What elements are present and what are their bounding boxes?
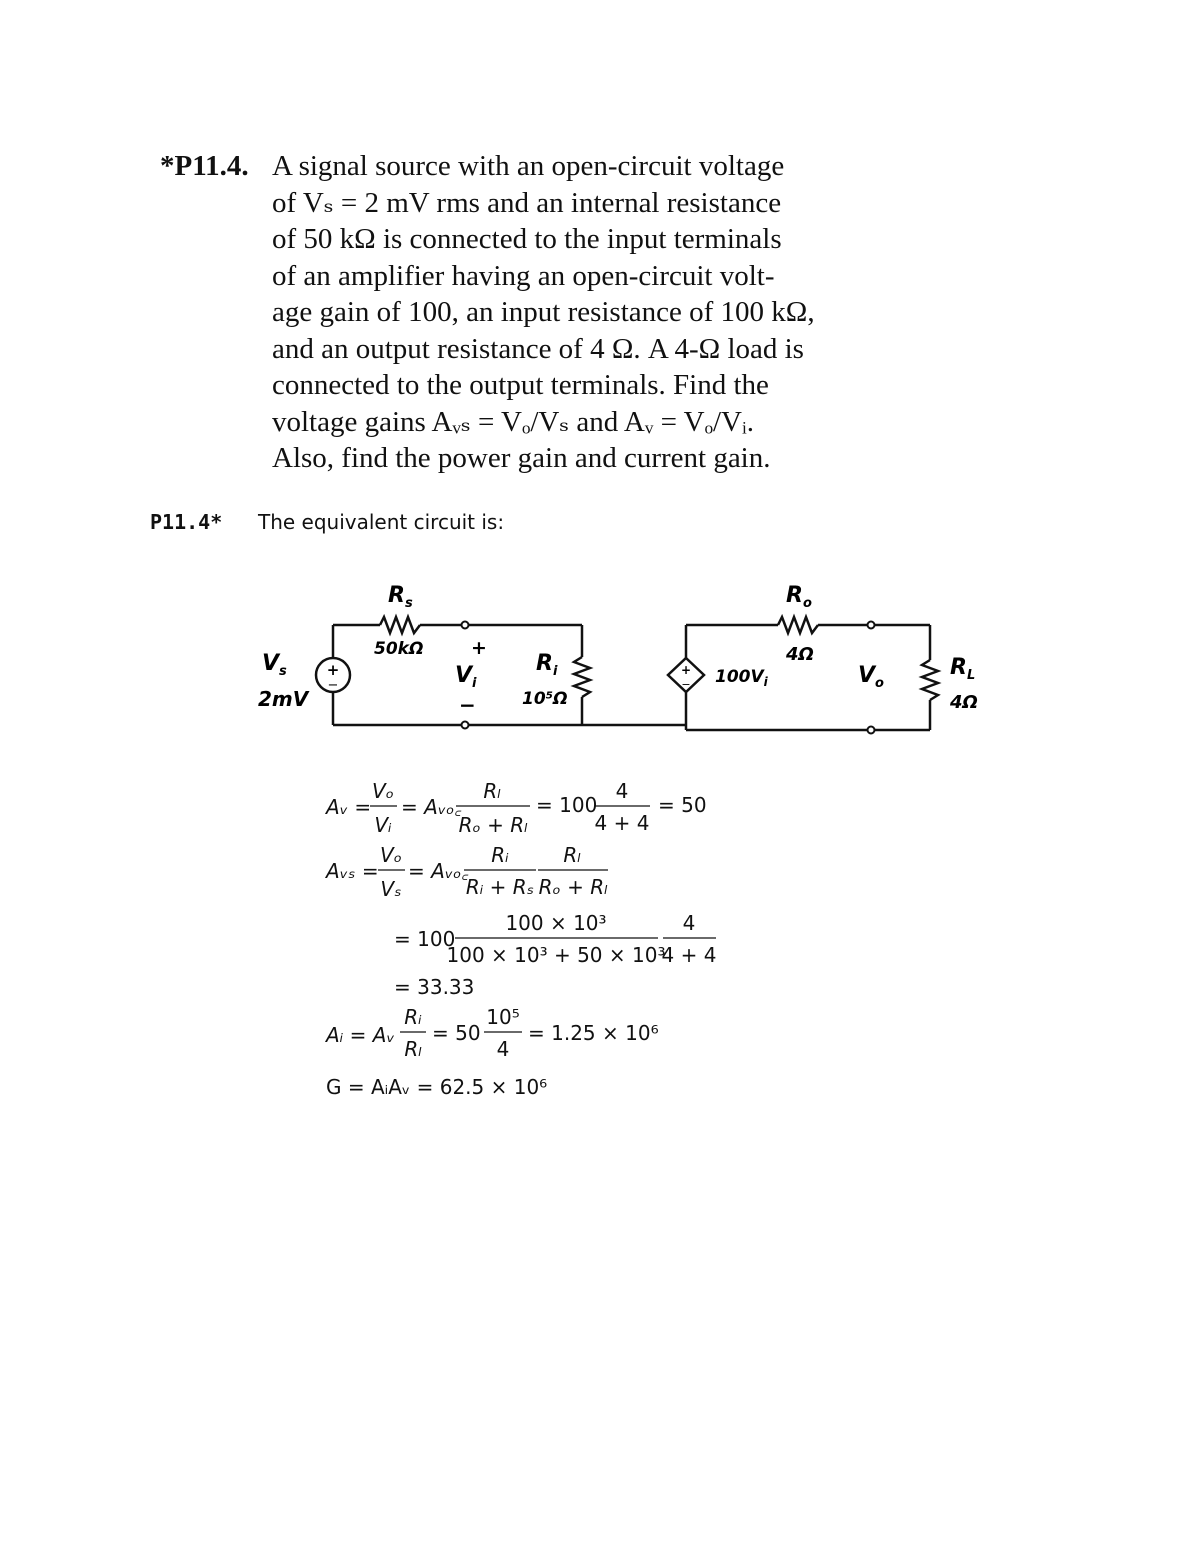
ai-lhs: Aᵢ = Aᵥ <box>326 1023 395 1047</box>
problem-line: and an output resistance of 4 Ω. A 4-Ω load is <box>272 332 804 365</box>
vo-label: $V_o$ <box>858 663 884 691</box>
solution-number: P11.4* <box>150 510 223 534</box>
avs-frac5-den: 4 + 4 <box>661 943 717 967</box>
av-frac3-num: 4 <box>615 779 629 803</box>
avs-frac1-num: Vₒ <box>380 843 402 867</box>
avs-frac3-num: Rₗ <box>563 843 581 867</box>
problem-line: of Vₛ = 2 mV rms and an internal resistance <box>272 186 782 219</box>
source-minus: − <box>327 678 339 693</box>
solution-equations <box>0 760 1200 1110</box>
problem-line: age gain of 100, an input resistance of 100 kΩ, <box>272 296 815 328</box>
ai-frac2-den: 4 <box>496 1037 510 1061</box>
av-frac3-den: 4 + 4 <box>594 811 650 835</box>
rl-label: $R_L$ <box>950 655 976 683</box>
av-eq2: = 100 <box>536 793 598 817</box>
av-eq1: = Aᵥₒ꜀ <box>401 795 462 819</box>
av-result: = 50 <box>658 793 707 817</box>
dep-source-plus: + <box>680 663 692 677</box>
vi-minus: − <box>459 693 476 717</box>
avs-lhs: Aᵥₛ = <box>326 859 379 883</box>
av-lhs: Aᵥ = <box>326 795 372 819</box>
ro-value: 4Ω <box>786 644 814 665</box>
problem-line: connected to the output terminals. Find the <box>272 369 769 401</box>
avs-frac2-num: Rᵢ <box>491 843 509 867</box>
vi-label: $V_i$ <box>455 663 477 691</box>
source-value: 2mV <box>258 687 309 711</box>
av-frac2-den: Rₒ + Rₗ <box>458 813 528 837</box>
equivalent-circuit <box>0 570 1200 740</box>
av-frac1-den: Vᵢ <box>374 813 392 837</box>
problem-line: voltage gains Aᵥₛ = Vₒ/Vₛ and Aᵥ = Vₒ/Vᵢ. <box>272 405 754 438</box>
ai-frac1-den: Rₗ <box>404 1037 422 1061</box>
ai-frac1-num: Rᵢ <box>404 1005 422 1029</box>
avs-eq1: = Aᵥₒ꜀ <box>408 859 469 883</box>
rs-label: $R_s$ <box>388 583 413 611</box>
problem-line: Also, find the power gain and current gain. <box>272 442 771 474</box>
avs-frac4-num: 100 × 10³ <box>505 911 607 935</box>
ai-eq: = 50 <box>432 1021 481 1045</box>
solution-heading <box>150 510 505 534</box>
problem-line: of an amplifier having an open-circuit volt- <box>272 259 775 292</box>
ai-frac2-num: 10⁵ <box>486 1005 520 1029</box>
ro-label: $R_o$ <box>786 583 812 611</box>
avs-frac1-den: Vₛ <box>380 877 402 901</box>
avs-frac3-den: Rₒ + Rₗ <box>538 875 608 899</box>
rs-value: 50kΩ <box>374 639 424 659</box>
av-frac1-num: Vₒ <box>372 779 394 803</box>
avs-frac2-den: Rᵢ + Rₛ <box>465 875 535 899</box>
dep-source-minus: − <box>681 678 691 691</box>
problem-number: *P11.4. <box>160 150 249 182</box>
avs-frac4-den: 100 × 10³ + 50 × 10³ <box>446 943 666 967</box>
source-plus: + <box>326 661 340 679</box>
source-label: $V_s$ <box>262 651 287 679</box>
avs-result: = 33.33 <box>394 975 475 999</box>
problem-line: of 50 kΩ is connected to the input terminals <box>272 223 782 255</box>
problem-line: A signal source with an open-circuit voltage <box>272 150 785 182</box>
rl-value: 4Ω <box>950 692 978 713</box>
ai-result: = 1.25 × 10⁶ <box>528 1021 659 1045</box>
ri-label: $R_i$ <box>536 651 558 679</box>
vi-plus: + <box>471 637 487 659</box>
g-line: G = AᵢAᵥ = 62.5 × 10⁶ <box>326 1075 548 1099</box>
ri-value: 10⁵Ω <box>522 689 568 709</box>
avs-frac5-num: 4 <box>682 911 696 935</box>
dep-source-label: $100V_i$ <box>715 667 768 689</box>
solution-intro: The equivalent circuit is: <box>258 510 505 534</box>
av-frac2-num: Rₗ <box>483 779 501 803</box>
avs-eq2: = 100 <box>394 927 456 951</box>
